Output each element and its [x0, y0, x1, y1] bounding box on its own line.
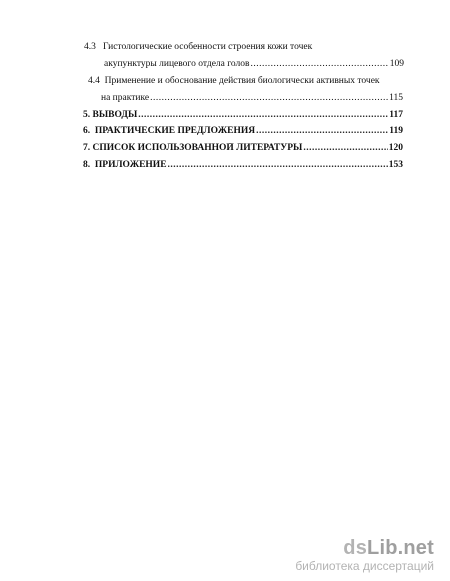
- watermark-logo: [295, 537, 434, 559]
- toc-title: СПИСОК ИСПОЛЬЗОВАННОЙ ЛИТЕРАТУРЫ: [92, 143, 303, 153]
- leader-dots: [168, 160, 388, 170]
- leader-dots: [150, 93, 388, 103]
- leader-dots: [256, 126, 388, 136]
- toc-entry-4-4-line2: [101, 93, 403, 103]
- toc-entry-4-4-line1: [88, 76, 380, 86]
- toc-title: ПРАКТИЧЕСКИЕ ПРЕДЛОЖЕНИЯ: [94, 126, 256, 136]
- watermark-brand-a: ds: [343, 537, 368, 559]
- toc-entry-7: [83, 143, 403, 153]
- toc-number: 5.: [83, 110, 91, 120]
- toc-number: 7.: [83, 143, 91, 153]
- leader-dots: [138, 110, 388, 120]
- toc-title: Применение и обоснование действия биологически активных точек: [104, 76, 380, 86]
- toc-title: на практике: [101, 93, 150, 103]
- toc-page-number: 115: [389, 93, 403, 103]
- toc-entry-5: [83, 110, 403, 120]
- toc-number: 6.: [83, 126, 91, 136]
- watermark-subtitle: библиотека диссертаций: [295, 559, 434, 573]
- toc-page-number: 119: [389, 126, 403, 136]
- watermark-brand-b: Lib.net: [367, 537, 434, 559]
- toc-number: 4.4: [88, 76, 100, 86]
- toc-number: 4.3: [84, 42, 96, 52]
- leader-dots: [251, 59, 389, 69]
- toc-title: акупунктуры лицевого отдела голов: [104, 59, 250, 69]
- toc-entry-4-3-line1: [84, 42, 312, 52]
- toc-title: ВЫВОДЫ: [92, 110, 138, 120]
- toc-page-number: 153: [388, 160, 403, 170]
- watermark: [295, 537, 434, 573]
- toc-entry-8: [83, 160, 403, 170]
- toc-title: ПРИЛОЖЕНИЕ: [94, 160, 167, 170]
- toc-page-number: 109: [389, 59, 404, 69]
- toc-number: 8.: [83, 160, 91, 170]
- toc-page-number: 117: [389, 110, 403, 120]
- leader-dots: [303, 143, 387, 153]
- toc-entry-6: [83, 126, 403, 136]
- toc-title: Гистологические особенности строения кожи точек: [103, 42, 313, 52]
- toc-entry-4-3-line2: [104, 59, 404, 69]
- toc-page-number: 120: [388, 143, 403, 153]
